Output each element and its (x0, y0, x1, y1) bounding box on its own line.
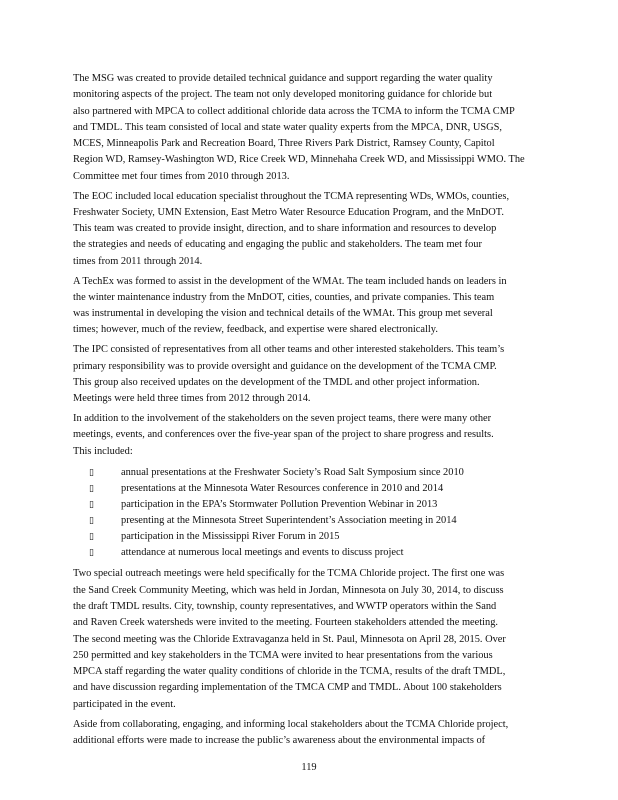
text-line: The EOC included local education specialist throughout the TCMA representing WDs, WMOs, counties, (73, 190, 510, 202)
paragraph (73, 274, 553, 339)
text-line: Freshwater Society, UMN Extension, East Metro Water Resource Education Program, and the MnDOT. (73, 206, 504, 218)
text-line: the Sand Creek Community Meeting, which was held in Jordan, Minnesota on July 30, 2014, to discuss (73, 584, 504, 596)
paragraph (73, 71, 553, 185)
bullet-icon: ▯ (89, 532, 94, 543)
bullet-list (73, 465, 553, 562)
text-line: times from 2011 through 2014. (73, 255, 203, 267)
text-line: the strategies and needs of educating and engaging the public and stakeholders. The team met four (73, 239, 482, 251)
text-line: The second meeting was the Chloride Extravaganza held in St. Paul, Minnesota on April 28, 2015. Over (73, 633, 506, 645)
text-line: 250 permitted and key stakeholders in the TCMA were invited to hear presentations from the various (73, 649, 493, 661)
bullet-icon: ▯ (89, 467, 94, 478)
text-line: A TechEx was formed to assist in the development of the WMAt. The team included hands on leaders in (73, 275, 507, 287)
text-line: also partnered with MPCA to collect additional chloride data across the TCMA to inform the TCMA CMP (73, 105, 515, 117)
list-item (73, 529, 553, 545)
text-line: This included: (73, 445, 133, 457)
list-item (73, 545, 553, 561)
text-line: and have discussion regarding implementation of the TMCA CMP and TMDL. About 100 stakeholders (73, 682, 502, 694)
text-line: MPCA staff regarding the water quality conditions of chloride in the TCMA, results of the draft TMDL, (73, 666, 506, 678)
text-line: MCES, Minneapolis Park and Recreation Board, Three Rivers Park District, Ramsey County, Capitol (73, 138, 495, 150)
paragraph (73, 411, 553, 460)
paragraph (73, 189, 553, 270)
paragraph (73, 566, 553, 713)
text-line: times; however, much of the review, feedback, and expertise were shared electronically. (73, 324, 438, 336)
list-item-text: presenting at the Minnesota Street Superintendent’s Association meeting in 2014 (121, 515, 457, 527)
text-line: The IPC consisted of representatives from all other teams and other interested stakeholders. This team’s (73, 344, 505, 356)
document-body (73, 71, 553, 753)
text-line: participated in the event. (73, 698, 176, 710)
text-line: additional efforts were made to increase the public’s awareness about the environmental impacts of (73, 734, 486, 746)
text-line: primary responsibility was to provide oversight and guidance on the development of the TCMA CMP. (73, 360, 497, 372)
list-item (73, 513, 553, 529)
paragraph (73, 717, 553, 750)
bullet-icon: ▯ (89, 500, 94, 511)
list-item (73, 497, 553, 513)
text-line: monitoring aspects of the project. The team not only developed monitoring guidance for chloride but (73, 89, 493, 101)
text-line: the draft TMDL results. City, township, county representatives, and WWTP operators within the Sand (73, 600, 497, 612)
list-item-text: presentations at the Minnesota Water Resources conference in 2010 and 2014 (121, 482, 444, 494)
text-line: The MSG was created to provide detailed technical guidance and support regarding the water quality (73, 73, 493, 84)
text-line: Meetings were held three times from 2012 through 2014. (73, 393, 311, 405)
list-item-text: participation in the Mississippi River Forum in 2015 (121, 531, 340, 543)
bullet-icon: ▯ (89, 516, 94, 527)
text-line: the winter maintenance industry from the MnDOT, cities, counties, and private companies. This team (73, 291, 495, 303)
bullet-icon: ▯ (89, 548, 94, 559)
list-item-text: attendance at numerous local meetings and events to discuss project (121, 547, 404, 559)
text-line: Two special outreach meetings were held specifically for the TCMA Chloride project. The first one was (73, 568, 505, 580)
text-line: Committee met four times from 2010 through 2013. (73, 170, 290, 182)
list-item (73, 481, 553, 497)
list-item (73, 465, 553, 481)
page-number: 119 (301, 762, 317, 773)
text-line: Region WD, Ramsey-Washington WD, Rice Creek WD, Minnehaha Creek WD, and Mississippi WMO. The (73, 154, 525, 166)
text-line: and Raven Creek watersheds were invited to the meeting. Fourteen stakeholders attended the meeting. (73, 617, 499, 629)
text-line: and TMDL. This team consisted of local and state water quality experts from the MPCA, DNR, USGS, (73, 121, 503, 133)
text-line: This team was created to provide insight, direction, and to share information and resources to develop (73, 223, 497, 235)
bullet-icon: ▯ (89, 483, 94, 494)
list-item-text: annual presentations at the Freshwater Society’s Road Salt Symposium since 2010 (121, 466, 464, 478)
text-line: meetings, events, and conferences over the five-year span of the project to share progress and results. (73, 429, 494, 441)
text-line: In addition to the involvement of the stakeholders on the seven project teams, there were many other (73, 412, 492, 424)
text-line: Aside from collaborating, engaging, and informing local stakeholders about the TCMA Chloride project, (73, 718, 509, 730)
paragraph (73, 342, 553, 407)
list-item-text: participation in the EPA’s Stormwater Pollution Prevention Webinar in 2013 (121, 499, 438, 511)
text-line: This group also received updates on the development of the TMDL and other project information. (73, 376, 480, 388)
text-line: was instrumental in developing the vision and technical details of the WMAt. This group met several (73, 308, 493, 320)
